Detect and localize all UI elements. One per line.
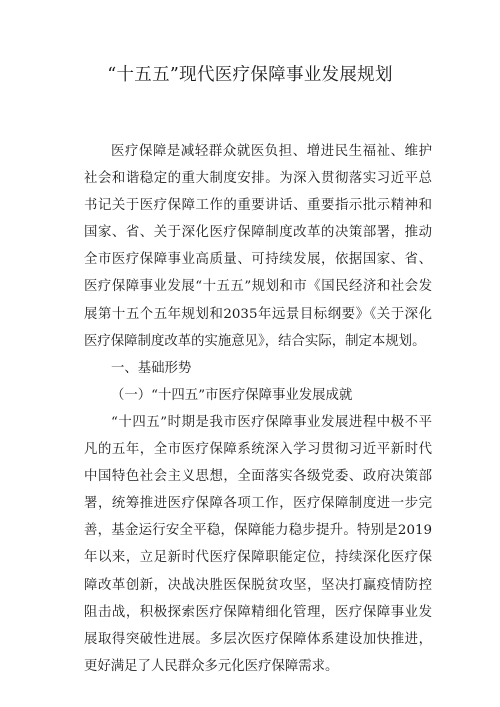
- section-heading-basic-situation: 一、基础形势: [111, 360, 192, 376]
- subsection-heading-achievements: （一）“十四五”市医疗保障事业发展成就: [111, 387, 353, 403]
- document-body: [84, 138, 432, 680]
- intro-paragraph: 医疗保障是减轻群众就医负担、增进民生福祉、维护社会和谐稳定的重大制度安排。为深入贯彻落实习近平总书记关于医疗保障工作的重要讲话、重要指示批示精神和国家、省、关于深化医疗保障制度改革的决策部署，推动全市医疗保障事业高质量、可持续发展，依据国家、省、医疗保障事业发展“十五五”规划和市《国民经济和社会发展第十五个五年规划和2035年远景目标纲要》《关于深化医疗保障制度改革的实施意见》，结合实际，制定本规划。: [84, 144, 432, 349]
- document-title: “十五五”现代医疗保障事业发展规划: [107, 65, 393, 85]
- achievements-paragraph: “十四五”时期是我市医疗保障事业发展进程中极不平凡的五年，全市医疗保障系统深入学习贯彻习近平新时代中国特色社会主义思想，全面落实各级党委、政府决策部署，统筹推进医疗保障各项工作，医疗保障制度进一步完善，基金运行安全平稳，保障能力稳步提升。特别是2019年以来，立足新时代医疗保障职能定位，持续深化医疗保障改革创新，决战决胜医保脱贫攻坚，坚决打赢疫情防控阻击战，积极探索医疗保障精细化管理，医疗保障事业发展取得突破性进展。多层次医疗保障体系建设加快推进，更好满足了人民群众多元化医疗保障需求。: [84, 414, 432, 674]
